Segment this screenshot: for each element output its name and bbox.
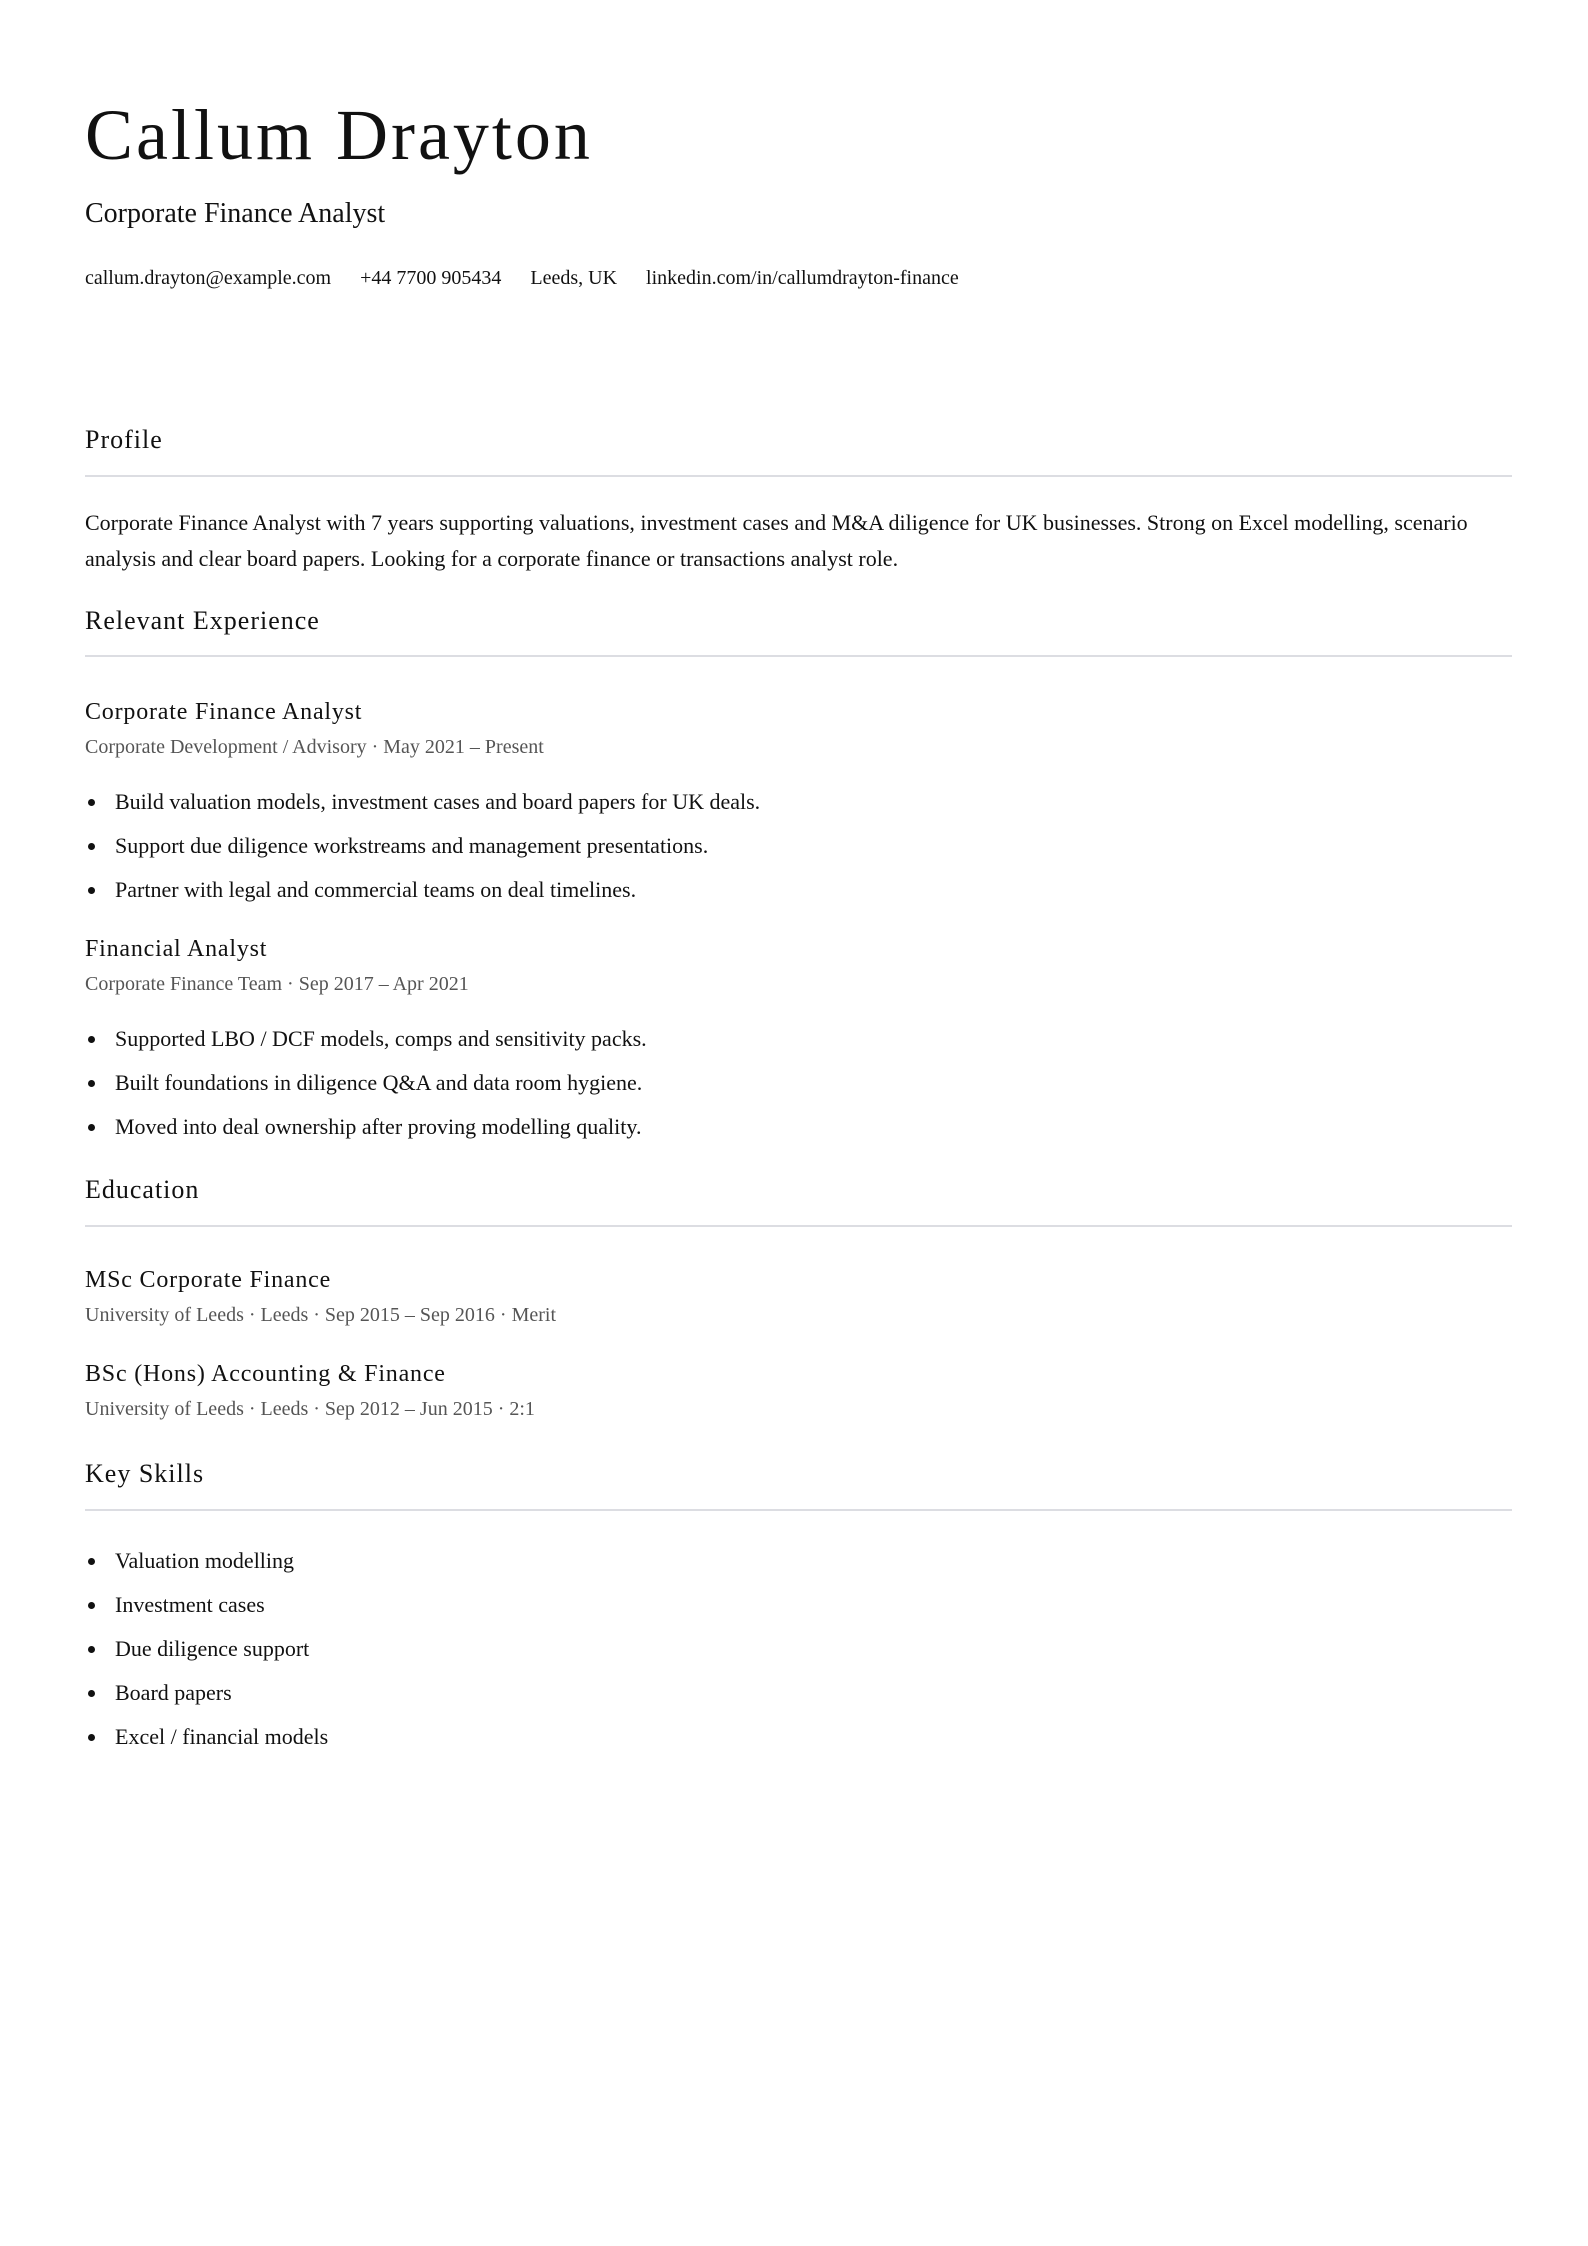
degree-meta: University of Leeds · Leeds · Sep 2012 – Jun 2015 · 2:1: [85, 1398, 535, 1420]
list-item: Due diligence support: [85, 1634, 328, 1678]
section-divider: [85, 1225, 1512, 1227]
job-title: Financial Analyst: [85, 936, 268, 962]
list-item: Partner with legal and commercial teams on deal timelines.: [85, 875, 760, 919]
section-heading-experience: Relevant Experience: [85, 606, 320, 635]
section-heading-profile: Profile: [85, 425, 163, 454]
list-item: Supported LBO / DCF models, comps and sensitivity packs.: [85, 1024, 647, 1068]
candidate-name: Callum Drayton: [85, 95, 593, 175]
section-heading-skills: Key Skills: [85, 1459, 205, 1488]
skills-list: [85, 1546, 328, 1766]
contact-phone: +44 7700 905434: [360, 267, 502, 289]
list-item: Support due diligence workstreams and management presentations.: [85, 831, 760, 875]
section-divider: [85, 475, 1512, 477]
contact-line: [85, 265, 959, 291]
job-meta: Corporate Finance Team · Sep 2017 – Apr 2021: [85, 973, 469, 995]
contact-location: Leeds, UK: [530, 267, 618, 289]
job-title: Corporate Finance Analyst: [85, 699, 363, 725]
degree-title: MSc Corporate Finance: [85, 1267, 332, 1293]
section-heading-education: Education: [85, 1175, 200, 1204]
contact-linkedin: linkedin.com/in/callumdrayton-finance: [646, 267, 959, 289]
contact-email: callum.drayton@example.com: [85, 267, 332, 289]
list-item: Build valuation models, investment cases and board papers for UK deals.: [85, 787, 760, 831]
section-divider: [85, 655, 1512, 657]
profile-summary: Corporate Finance Analyst with 7 years supporting valuations, investment cases and M&A diligence for UK businesses. Strong on Excel modelling, scenario analysis and clear board papers. Looking for a corporate finance or transactions analyst role.: [85, 510, 1468, 571]
list-item: Excel / financial models: [85, 1722, 328, 1766]
list-item: Board papers: [85, 1678, 328, 1722]
list-item: Built foundations in diligence Q&A and data room hygiene.: [85, 1068, 647, 1112]
list-item: Valuation modelling: [85, 1546, 328, 1590]
job-bullets: [85, 1024, 647, 1156]
list-item: Moved into deal ownership after proving modelling quality.: [85, 1112, 647, 1156]
list-item: Investment cases: [85, 1590, 328, 1634]
job-bullets: [85, 787, 760, 919]
degree-title: BSc (Hons) Accounting & Finance: [85, 1361, 446, 1387]
section-divider: [85, 1509, 1512, 1511]
job-meta: Corporate Development / Advisory · May 2021 – Present: [85, 736, 544, 758]
candidate-title: Corporate Finance Analyst: [85, 198, 386, 229]
degree-meta: University of Leeds · Leeds · Sep 2015 – Sep 2016 · Merit: [85, 1304, 557, 1326]
